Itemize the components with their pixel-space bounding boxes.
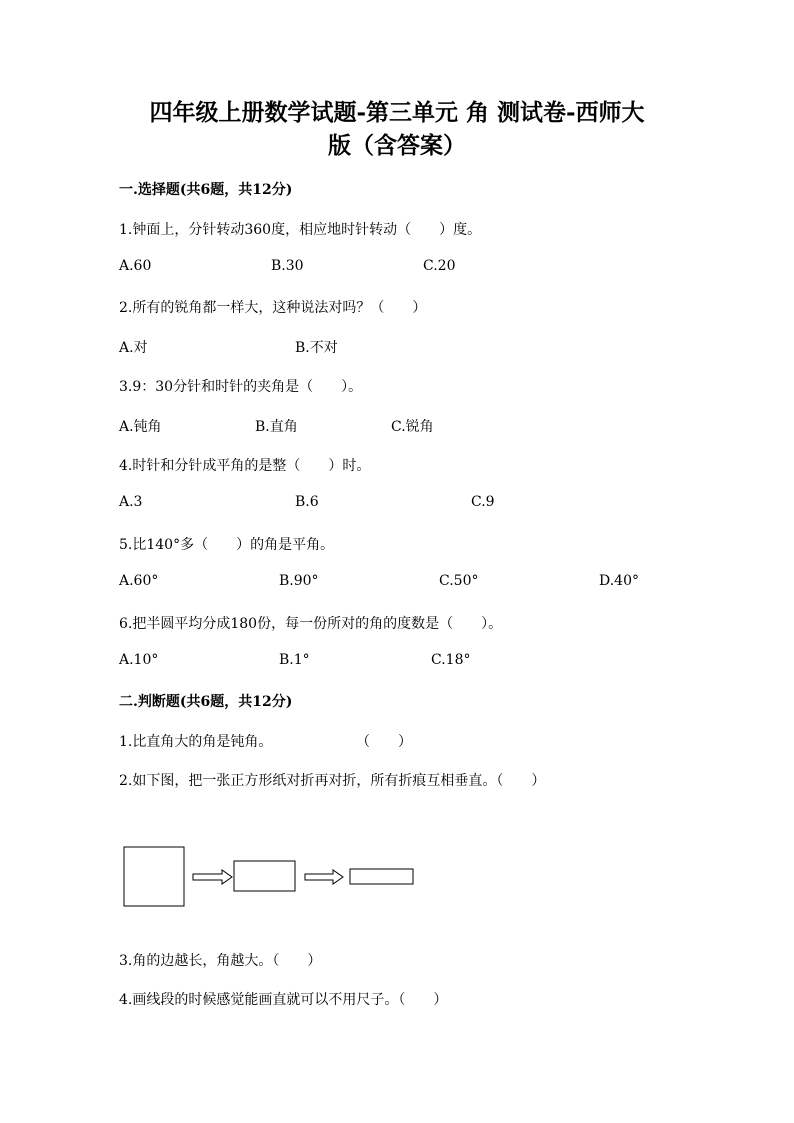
- q1-5-option-b: B.90°: [279, 573, 319, 589]
- arrow-icon: [193, 870, 232, 884]
- q1-6-option-a: A.10°: [119, 652, 159, 668]
- question-1-1: 1.钟面上，分针转动360度，相应地时针转动（ ）度。: [119, 222, 482, 238]
- half-folded-paper: [234, 861, 295, 891]
- question-2-3: 3.角的边越长，角越大。（ ）: [119, 953, 322, 969]
- title-line-1: 四年级上册数学试题-第三单元 角 测试卷-西师大: [149, 99, 645, 126]
- question-2-4: 4.画线段的时候感觉能画直就可以不用尺子。（ ）: [119, 992, 448, 1008]
- q1-5-option-c: C.50°: [439, 573, 479, 589]
- q1-3-option-b: B.直角: [255, 419, 298, 435]
- quarter-folded-paper: [350, 869, 413, 884]
- arrow-icon: [305, 870, 343, 884]
- title-line-2: 版（含答案）: [328, 132, 466, 159]
- q1-6-option-c: C.18°: [431, 652, 471, 668]
- page-title: [110, 96, 684, 162]
- q1-5-option-a: A.60°: [119, 573, 159, 589]
- q1-1-option-c: C.20: [423, 258, 456, 274]
- q1-4-option-c: C.9: [471, 494, 495, 510]
- question-1-6: 6.把半圆平均分成180份，每一份所对的角的度数是（ ）。: [119, 616, 503, 632]
- q1-1-option-a: A.60: [119, 258, 152, 274]
- question-2-2: 2.如下图，把一张正方形纸对折再对折，所有折痕互相垂直。（ ）: [119, 773, 546, 789]
- q1-4-option-b: B.6: [295, 494, 319, 510]
- q1-4-option-a: A.3: [119, 494, 143, 510]
- q1-2-option-a: A.对: [119, 340, 148, 356]
- question-1-3: 3.9：30分针和时针的夹角是（ ）。: [119, 379, 363, 395]
- q2-1-blank: （ ）: [356, 734, 412, 750]
- q1-3-option-c: C.锐角: [391, 419, 434, 435]
- q1-2-option-b: B.不对: [295, 340, 338, 356]
- question-1-2: 2.所有的锐角都一样大，这种说法对吗？（ ）: [119, 300, 427, 316]
- paper-folding-figure: [119, 840, 439, 920]
- question-1-5: 5.比140°多（ ）的角是平角。: [119, 537, 335, 553]
- square-paper: [124, 847, 184, 906]
- question-2-1: 1.比直角大的角是钝角。: [119, 734, 273, 750]
- q1-1-option-b: B.30: [271, 258, 304, 274]
- section-1-heading: 一.选择题(共6题，共12分): [119, 182, 293, 198]
- q1-3-option-a: A.钝角: [119, 419, 162, 435]
- q1-5-option-d: D.40°: [599, 573, 639, 589]
- section-2-heading: 二.判断题(共6题，共12分): [119, 694, 293, 710]
- q1-6-option-b: B.1°: [279, 652, 310, 668]
- question-1-4: 4.时针和分针成平角的是整（ ）时。: [119, 458, 371, 474]
